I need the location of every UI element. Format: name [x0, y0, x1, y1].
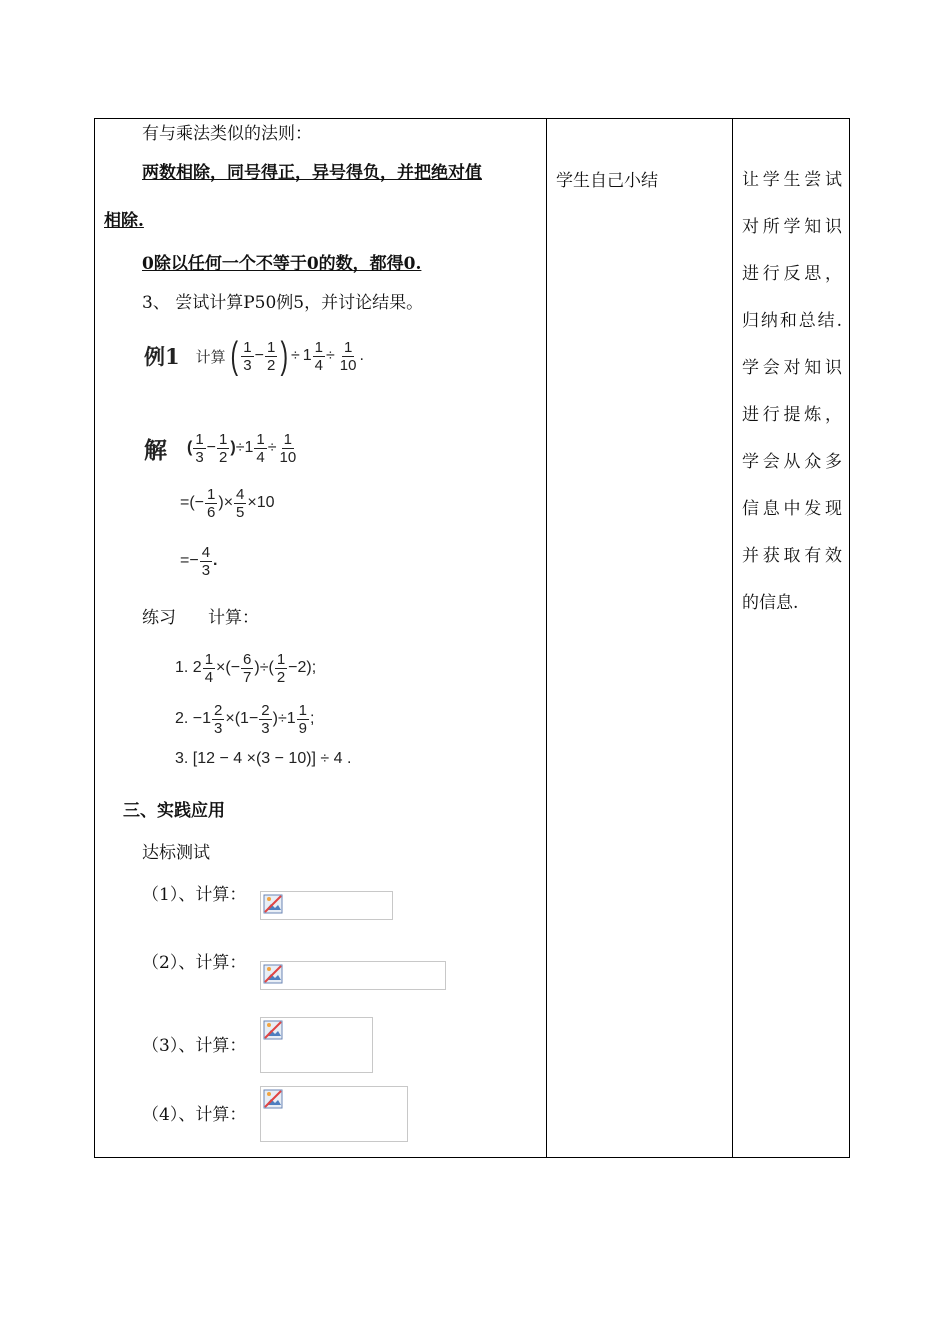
broken-image-icon: [263, 1020, 283, 1040]
broken-image-icon: [263, 1089, 283, 1109]
paren-open: (: [230, 334, 238, 377]
fraction: $\frac{1}{4}$: [314, 338, 324, 374]
paren-open: (: [187, 439, 193, 456]
solution-line-3: [180, 538, 217, 584]
expr-text: )×: [218, 494, 234, 511]
example-label: 例1: [144, 344, 180, 369]
fraction: $\frac{1}{6}$: [207, 485, 216, 521]
teaching-intent: 让学生尝试对所学知识进行反思，归纳和总结.学会对知识进行提炼，学会从众多信息中发现并获取有效的信息.: [742, 170, 842, 613]
fraction: $\frac{4}{3}$: [201, 543, 211, 579]
column-divider: [546, 119, 547, 1157]
practice-3: [175, 746, 351, 772]
broken-image-box: [260, 1017, 373, 1073]
expr-text: )÷(: [254, 659, 274, 676]
fraction: $\frac{1}{4}$: [204, 650, 214, 686]
practice-2: [175, 697, 314, 741]
fraction: $\frac{1}{2}$: [219, 430, 228, 466]
student-summary: 学生自己小结: [556, 171, 658, 191]
fraction: $\frac{6}{7}$: [243, 650, 252, 686]
expr-text: =−: [180, 552, 199, 569]
zero-rule: 0除以任何一个不等于0的数，都得0.: [142, 254, 422, 274]
expr-text: ×(−: [216, 659, 241, 676]
item-3: 3、 尝试计算P50例5，并讨论结果。: [142, 293, 424, 313]
expr-text: 3. [12 − 4 ×(3 − 10)] ÷ 4 .: [175, 750, 352, 767]
expr-text: ;: [310, 710, 315, 727]
whole-number: 1: [244, 439, 254, 456]
question-1: （1）、计算：: [142, 885, 247, 905]
test-title: 达标测试: [142, 843, 210, 863]
question-2: （2）、计算：: [142, 953, 247, 973]
paren-close: ): [280, 334, 289, 377]
fraction: $\frac{1}{2}$: [276, 650, 286, 686]
example-1: [144, 334, 364, 378]
question-4: （4）、计算：: [142, 1105, 247, 1125]
expr-text: 1. 2: [175, 659, 202, 676]
expr-text: ×10: [247, 494, 275, 511]
expr-text: 2. −1: [175, 710, 212, 727]
fraction: $\frac{1}{4}$: [256, 430, 265, 466]
practice-1: [175, 646, 316, 690]
solution-line-1: [144, 425, 299, 471]
expr-text: ×(1−: [225, 710, 259, 727]
example-verb: 计算: [195, 348, 226, 366]
period: .: [359, 347, 364, 364]
fraction: $\frac{1}{3}$: [243, 338, 252, 374]
broken-image-box: [260, 1086, 408, 1142]
practice-verb: 计算：: [208, 608, 259, 628]
solution-line-2: [180, 480, 275, 526]
fraction: $\frac{2}{3}$: [261, 701, 270, 737]
fraction: $\frac{4}{5}$: [236, 485, 245, 521]
rule-line-2: 相除.: [104, 211, 144, 231]
whole-number: 1: [302, 347, 312, 364]
fraction: $\frac{1}{10}$: [339, 338, 357, 374]
column-divider: [732, 119, 733, 1157]
rule-line-1: 两数相除，同号得正，异号得负，并把绝对值: [142, 163, 482, 183]
practice-label: 练习: [142, 608, 176, 628]
minus-sign: −: [206, 439, 217, 456]
expr-text: −2);: [288, 659, 317, 676]
expr-text: .: [213, 552, 218, 569]
paren-close: ): [230, 439, 236, 456]
fraction: $\frac{1}{9}$: [298, 701, 307, 737]
expr-text: =(−: [180, 494, 205, 511]
broken-image-icon: [263, 894, 283, 914]
minus-sign: −: [254, 347, 264, 364]
question-3: （3）、计算：: [142, 1036, 247, 1056]
fraction: $\frac{1}{2}$: [266, 338, 276, 374]
fraction: $\frac{1}{10}$: [279, 430, 297, 466]
div-sign: ÷: [267, 439, 277, 456]
div-sign: ÷: [290, 347, 300, 364]
broken-image-icon: [263, 964, 283, 984]
fraction: $\frac{1}{3}$: [195, 430, 204, 466]
section-title: 三、实践应用: [123, 801, 225, 821]
div-sign: ÷: [326, 347, 335, 364]
solution-label: 解: [144, 436, 167, 464]
fraction: $\frac{2}{3}$: [214, 701, 223, 737]
broken-image-box: [260, 891, 393, 920]
rule-intro: 有与乘法类似的法则：: [142, 124, 312, 144]
expr-text: )÷1: [272, 710, 296, 727]
broken-image-box: [260, 961, 446, 990]
div-sign: ÷: [235, 439, 245, 456]
